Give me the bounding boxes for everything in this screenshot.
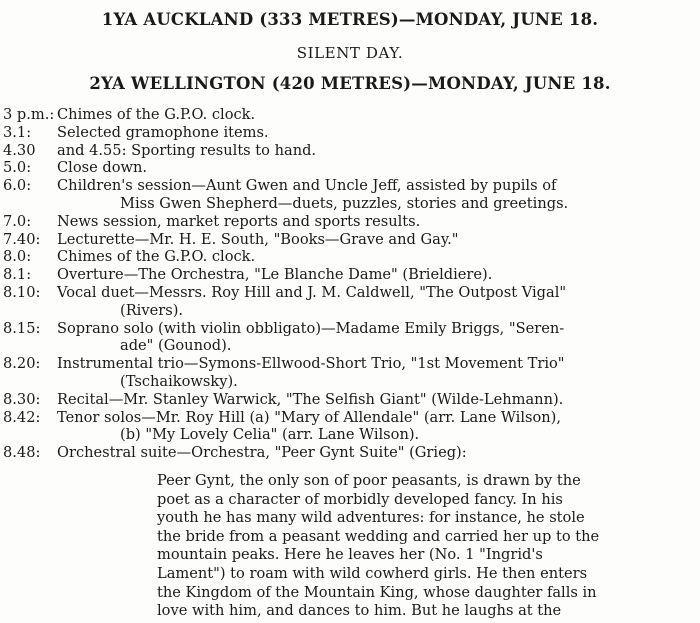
description-line: the Kingdom of the Mountain King, whose daughter falls in: [157, 583, 597, 601]
programme-time: 7.0:: [3, 212, 32, 230]
programme-time: 8.20:: [3, 355, 41, 373]
programme-text: Children's session—Aunt Gwen and Uncle Jeff, assisted by pupils of: [57, 177, 557, 195]
programme-item: [0, 248, 700, 266]
programme-item: [0, 444, 700, 462]
programme-time: 8.48:: [3, 444, 41, 462]
description-line: love with him, and dances to him. But he laughs at the: [157, 602, 562, 620]
programme-text: Close down.: [57, 159, 148, 177]
programme-item: [0, 213, 700, 231]
programme-item: [0, 159, 700, 177]
programme-text: (Rivers).: [120, 301, 184, 319]
programme-time: 3.1:: [3, 123, 32, 141]
programme-time: 4.30: [3, 141, 36, 159]
programme-text: Instrumental trio—Symons-Ellwood-Short Trio, "1st Movement Trio": [57, 355, 565, 373]
programme-text: Vocal duet—Messrs. Roy Hill and J. M. Caldwell, "The Outpost Vigal": [57, 283, 567, 301]
programme-item: [0, 320, 700, 338]
description-line: mountain peaks. Here he leaves her (No. 1 "Ingrid's: [157, 546, 543, 564]
programme-time: 5.0:: [3, 159, 32, 177]
programme-item-continuation: [0, 373, 700, 391]
programme-time: 6.0:: [3, 177, 32, 195]
programme-item: [0, 106, 700, 124]
programme-item-continuation: [0, 195, 700, 213]
heading-silent-day: SILENT DAY.: [296, 44, 404, 62]
description-line: Lament") to roam with wild cowherd girls. He then enters: [157, 564, 588, 582]
programme-text: Tenor solos—Mr. Roy Hill (a) "Mary of Allendale" (arr. Lane Wilson),: [57, 408, 562, 426]
programme-text: Selected gramophone items.: [57, 123, 269, 141]
programme-list: [0, 106, 700, 462]
programme-text: and 4.55: Sporting results to hand.: [57, 141, 317, 159]
programme-text: Lecturette—Mr. H. E. South, "Books—Grave and Gay.": [57, 230, 459, 248]
programme-item: [0, 124, 700, 142]
programme-text: (b) "My Lovely Celia" (arr. Lane Wilson).: [120, 426, 420, 444]
programme-item: [0, 355, 700, 373]
programme-time: 8.15:: [3, 319, 41, 337]
programme-item: [0, 231, 700, 249]
programme-time: 3 p.m.:: [3, 106, 55, 123]
programme-item: [0, 142, 700, 160]
description-line: Peer Gynt, the only son of poor peasants, is drawn by the: [157, 472, 581, 489]
programme-text: ade" (Gounod).: [120, 337, 232, 355]
programme-text: Orchestral suite—Orchestra, "Peer Gynt Suite" (Grieg):: [57, 444, 467, 462]
programme-item: [0, 177, 700, 195]
programme-text: Chimes of the G.P.O. clock.: [57, 106, 256, 123]
programme-item: [0, 266, 700, 284]
programme-item: [0, 409, 700, 427]
programme-time: 8.10:: [3, 283, 41, 301]
programme-text: (Tschaikowsky).: [120, 372, 238, 390]
programme-text: Chimes of the G.P.O. clock.: [57, 248, 256, 266]
programme-item-continuation: [0, 302, 700, 320]
programme-text: Soprano solo (with violin obbligato)—Madame Emily Briggs, "Seren-: [57, 319, 565, 337]
programme-text: Overture—The Orchestra, "Le Blanche Dame" (Brieldiere).: [57, 266, 493, 284]
programme-item-continuation: [0, 426, 700, 444]
programme-item-continuation: [0, 337, 700, 355]
description-line: youth he has many wild adventures: for instance, he stole: [157, 509, 585, 527]
description-line: poet as a character of morbidly developed fancy. In his: [157, 490, 563, 508]
programme-time: 8.30:: [3, 390, 41, 408]
peer-gynt-description: [157, 472, 687, 621]
programme-time: 8.1:: [3, 266, 32, 284]
programme-time: 8.42:: [3, 408, 41, 426]
programme-text: Miss Gwen Shepherd—duets, puzzles, stories and greetings.: [120, 194, 569, 212]
programme-text: News session, market reports and sports results.: [57, 212, 421, 230]
programme-text: Recital—Mr. Stanley Warwick, "The Selfish Giant" (Wilde-Lehmann).: [57, 390, 564, 408]
programme-item: [0, 284, 700, 302]
programme-item: [0, 391, 700, 409]
programme-time: 7.40:: [3, 230, 41, 248]
heading-wellington: 2YA WELLINGTON (420 METRES)—MONDAY, JUNE 18.: [89, 74, 611, 93]
programme-time: 8.0:: [3, 248, 32, 266]
heading-auckland: 1YA AUCKLAND (333 METRES)—MONDAY, JUNE 18.: [101, 10, 599, 29]
description-line: the bride from a peasant wedding and carried her up to the: [157, 527, 600, 545]
